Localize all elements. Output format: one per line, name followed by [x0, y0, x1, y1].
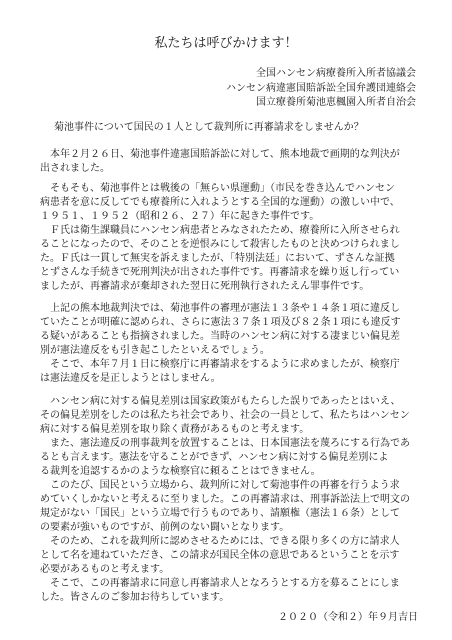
- organization-name: 国立療養所菊池恵楓園入所者自治会: [256, 97, 416, 108]
- paragraph: [40, 148, 400, 176]
- document-title: 私たちは呼びかけます！: [154, 36, 298, 51]
- paragraph-line: その偏見差別をしたのは私たち社会であり、社会の一員として、私たちはハンセン: [40, 410, 410, 421]
- paragraph-line: ることになったので、そのことを逆恨みにして殺害したものと決めつけられまし: [40, 239, 400, 250]
- paragraph-line: 別が憲法違反をも引き起こしたといえるでしょう。: [40, 345, 270, 356]
- paragraph-line: 必要があるものと考えます。: [40, 564, 170, 575]
- paragraph-line: 病に対する偏見差別を取り除く責務があるものと考えます。: [40, 424, 310, 435]
- paragraph-line: 本年２月２６日、菊池事件違憲国賠訴訟に対して、熊本地裁で画期的な判決が: [40, 149, 400, 160]
- paragraph: [40, 302, 401, 386]
- organization-name: ハンセン病違憲国賠訴訟全国弁護団連絡会: [226, 82, 416, 94]
- paragraph-line: として名を連ねていただき、この請求が国民全体の意思であるということを示す: [40, 550, 400, 561]
- paragraph-line: とずさんな手続きで死刑判決が出された事件です。再審請求を繰り返し行ってい: [40, 267, 400, 278]
- paragraph-line: このたび、国民という立場から、裁判所に対して菊池事件の再審を行うよう求: [40, 480, 400, 491]
- paragraph-line: ハンセン病に対する偏見差別は国家政策がもたらした誤りであったとはいえ、: [40, 396, 401, 407]
- paragraph-line: の要素が強いものですが、前例のない闘いとなります。: [40, 522, 290, 533]
- paragraph-line: そこで、本年７月１日に検察庁に再審請求をするように求めましたが、検察庁: [40, 359, 400, 370]
- paragraph-line: 規定がない「国民」という立場で行うものであり、請願権（憲法１６条）として: [40, 508, 400, 519]
- organizations-block: [226, 67, 416, 111]
- paragraph: [40, 182, 400, 294]
- paragraph-line: めていくしかないと考えるに至りました。この再審請求は、刑事訴訟法上で明文の: [40, 494, 410, 505]
- document-date: ２０２０（令和２）年９月吉日: [278, 612, 418, 623]
- paragraph-line: るとも言えます。憲法を守ることができず、ハンセン病に対する偏見差別によ: [40, 452, 389, 463]
- paragraph-line: そもそも、菊池事件とは戦後の「無らい県運動」（市民を巻き込んでハンセン: [40, 183, 395, 194]
- paragraph-line: ましたが、再審請求が棄却された翌日に死刑執行されたえん罪事件です。: [40, 281, 370, 292]
- paragraph-line: Ｆ氏は衛生課職員にハンセン病患者とみなされたため、療養所に入所させられ: [40, 225, 400, 236]
- appeal-heading: 菊池事件について国民の１人として裁判所に再審請求をしませんか？: [54, 122, 364, 133]
- paragraph-line: 病患者を意に反してでも療養所に入れようとする全国的な運動）の激しい中で、: [40, 197, 400, 208]
- paragraph-line: る疑いがあることも指摘されました。当時のハンセン病に対する凄まじい偏見差: [40, 331, 400, 342]
- paragraph-line: １９５１、１９５２（昭和２６、２７）年に起きた事件です。: [40, 211, 320, 222]
- paragraph-line: また、憲法違反の刑事裁判を放置することは、日本国憲法を蔑ろにする行為であ: [40, 438, 410, 449]
- paragraph-line: ていたことが明確に認められ、さらに憲法３７条１項及び８２条１項にも違反す: [40, 317, 401, 328]
- paragraph-line: した。皆さんのご参加お待ちしています。: [40, 592, 230, 603]
- paragraph: [40, 395, 410, 605]
- organization-name: 全国ハンセン病療養所入所者協議会: [256, 68, 416, 79]
- paragraph-line: る裁判を追認するかのような検察官に頼ることはできません。: [40, 466, 321, 477]
- paragraph-line: 上記の熊本地裁判決では、菊池事件の審理が憲法１３条や１４条１項に違反し: [40, 303, 400, 314]
- paragraph-line: は憲法違反を是正しようとはしません。: [40, 373, 221, 384]
- paragraph-line: 出されました。: [40, 163, 110, 174]
- paragraph-line: た。Ｆ氏は一貫して無実を訴えましたが、「特別法廷」において、ずさんな証拠: [40, 253, 395, 264]
- paragraph-line: そのため、これを裁判所に認めさせるためには、できる限り多くの方に請求人: [40, 536, 400, 547]
- paragraph-line: そこで、この再審請求に同意し再審請求人となろうとする方を募ることにしま: [40, 578, 400, 589]
